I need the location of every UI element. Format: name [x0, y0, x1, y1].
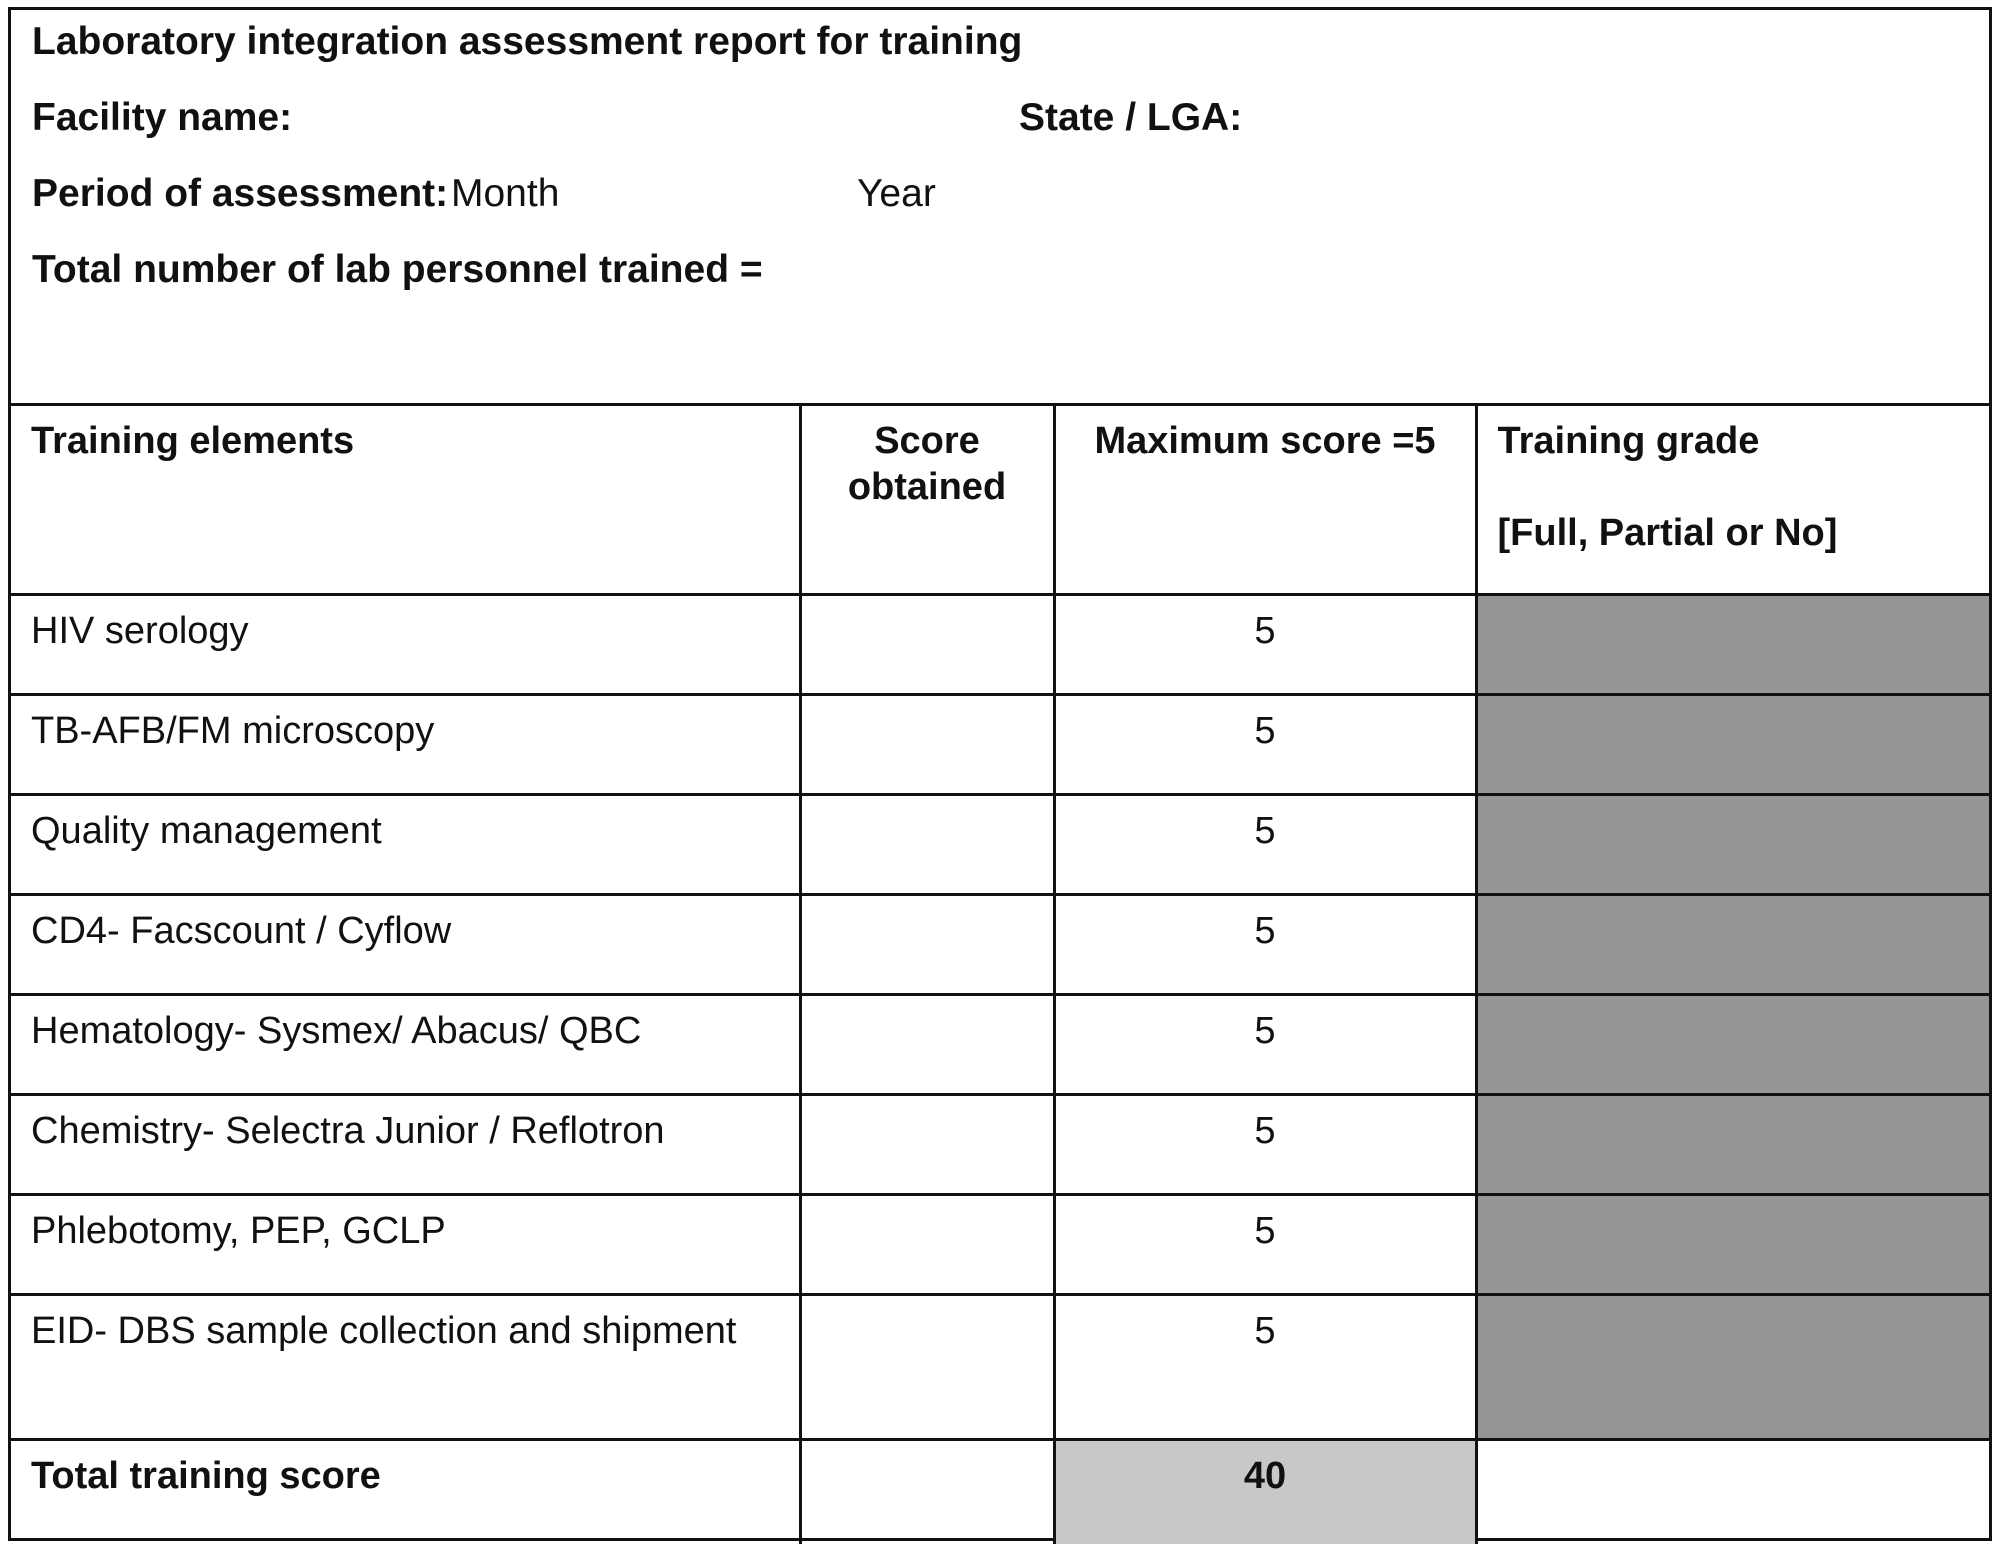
- max-score-cell: 5: [1054, 794, 1476, 894]
- training-element: Quality management: [11, 794, 800, 894]
- header-maximum-score: Maximum score =5: [1054, 406, 1476, 594]
- training-element: TB-AFB/FM microscopy: [11, 694, 800, 794]
- score-obtained-cell[interactable]: [800, 594, 1054, 694]
- score-obtained-cell[interactable]: [800, 894, 1054, 994]
- training-grade-cell: [1476, 1294, 1989, 1439]
- training-grade-cell: [1476, 694, 1989, 794]
- training-grade-options: [Full, Partial or No]: [1497, 512, 1838, 554]
- score-obtained-cell[interactable]: [800, 1094, 1054, 1194]
- training-table: [11, 406, 1989, 1544]
- report-title: Laboratory integration assessment report for training: [32, 20, 1023, 63]
- table-header-row: [11, 406, 1989, 594]
- score-obtained-cell[interactable]: [800, 994, 1054, 1094]
- state-lga-label: State / LGA:: [1019, 96, 1243, 139]
- facility-name-label: Facility name:: [32, 96, 293, 139]
- training-grade-cell: [1476, 1094, 1989, 1194]
- report-header: [11, 10, 1989, 406]
- training-grade-cell: [1476, 894, 1989, 994]
- training-element: HIV serology: [11, 594, 800, 694]
- max-score-cell: 5: [1054, 894, 1476, 994]
- total-max-score-cell: 40: [1054, 1439, 1476, 1544]
- score-obtained-cell[interactable]: [800, 794, 1054, 894]
- total-training-score-label: Total training score: [11, 1439, 800, 1544]
- training-grade-cell: [1476, 1194, 1989, 1294]
- header-score-obtained: Score obtained: [800, 406, 1054, 594]
- total-score-obtained-cell[interactable]: [800, 1439, 1054, 1544]
- max-score-cell: 5: [1054, 1194, 1476, 1294]
- score-obtained-cell[interactable]: [800, 1294, 1054, 1439]
- table-row: [11, 694, 1989, 794]
- training-element: Phlebotomy, PEP, GCLP: [11, 1194, 800, 1294]
- training-element: EID- DBS sample collection and shipment: [11, 1294, 800, 1439]
- max-score-cell: 5: [1054, 994, 1476, 1094]
- table-row: [11, 1094, 1989, 1194]
- training-grade-cell: [1476, 794, 1989, 894]
- table-row: [11, 1194, 1989, 1294]
- training-element: Hematology- Sysmex/ Abacus/ QBC: [11, 994, 800, 1094]
- assessment-form: [8, 7, 1992, 1541]
- table-row: [11, 594, 1989, 694]
- training-grade-cell: [1476, 594, 1989, 694]
- total-grade-cell: [1476, 1439, 1989, 1544]
- training-grade-cell: [1476, 994, 1989, 1094]
- max-score-cell: 5: [1054, 694, 1476, 794]
- period-label: Period of assessment:: [32, 172, 449, 215]
- month-label: Month: [451, 172, 560, 215]
- table-row: [11, 994, 1989, 1094]
- table-row: [11, 1294, 1989, 1439]
- training-element: CD4- Facscount / Cyflow: [11, 894, 800, 994]
- year-label: Year: [857, 172, 936, 215]
- training-element: Chemistry- Selectra Junior / Reflotron: [11, 1094, 800, 1194]
- header-training-elements: Training elements: [11, 406, 800, 594]
- total-row: [11, 1439, 1989, 1544]
- score-obtained-cell[interactable]: [800, 1194, 1054, 1294]
- personnel-trained-label: Total number of lab personnel trained =: [32, 248, 763, 291]
- score-obtained-cell[interactable]: [800, 694, 1054, 794]
- table-row: [11, 794, 1989, 894]
- max-score-cell: 5: [1054, 1294, 1476, 1439]
- max-score-cell: 5: [1054, 594, 1476, 694]
- table-row: [11, 894, 1989, 994]
- max-score-cell: 5: [1054, 1094, 1476, 1194]
- training-grade-title: Training grade: [1497, 420, 1760, 462]
- header-training-grade: [1476, 406, 1989, 594]
